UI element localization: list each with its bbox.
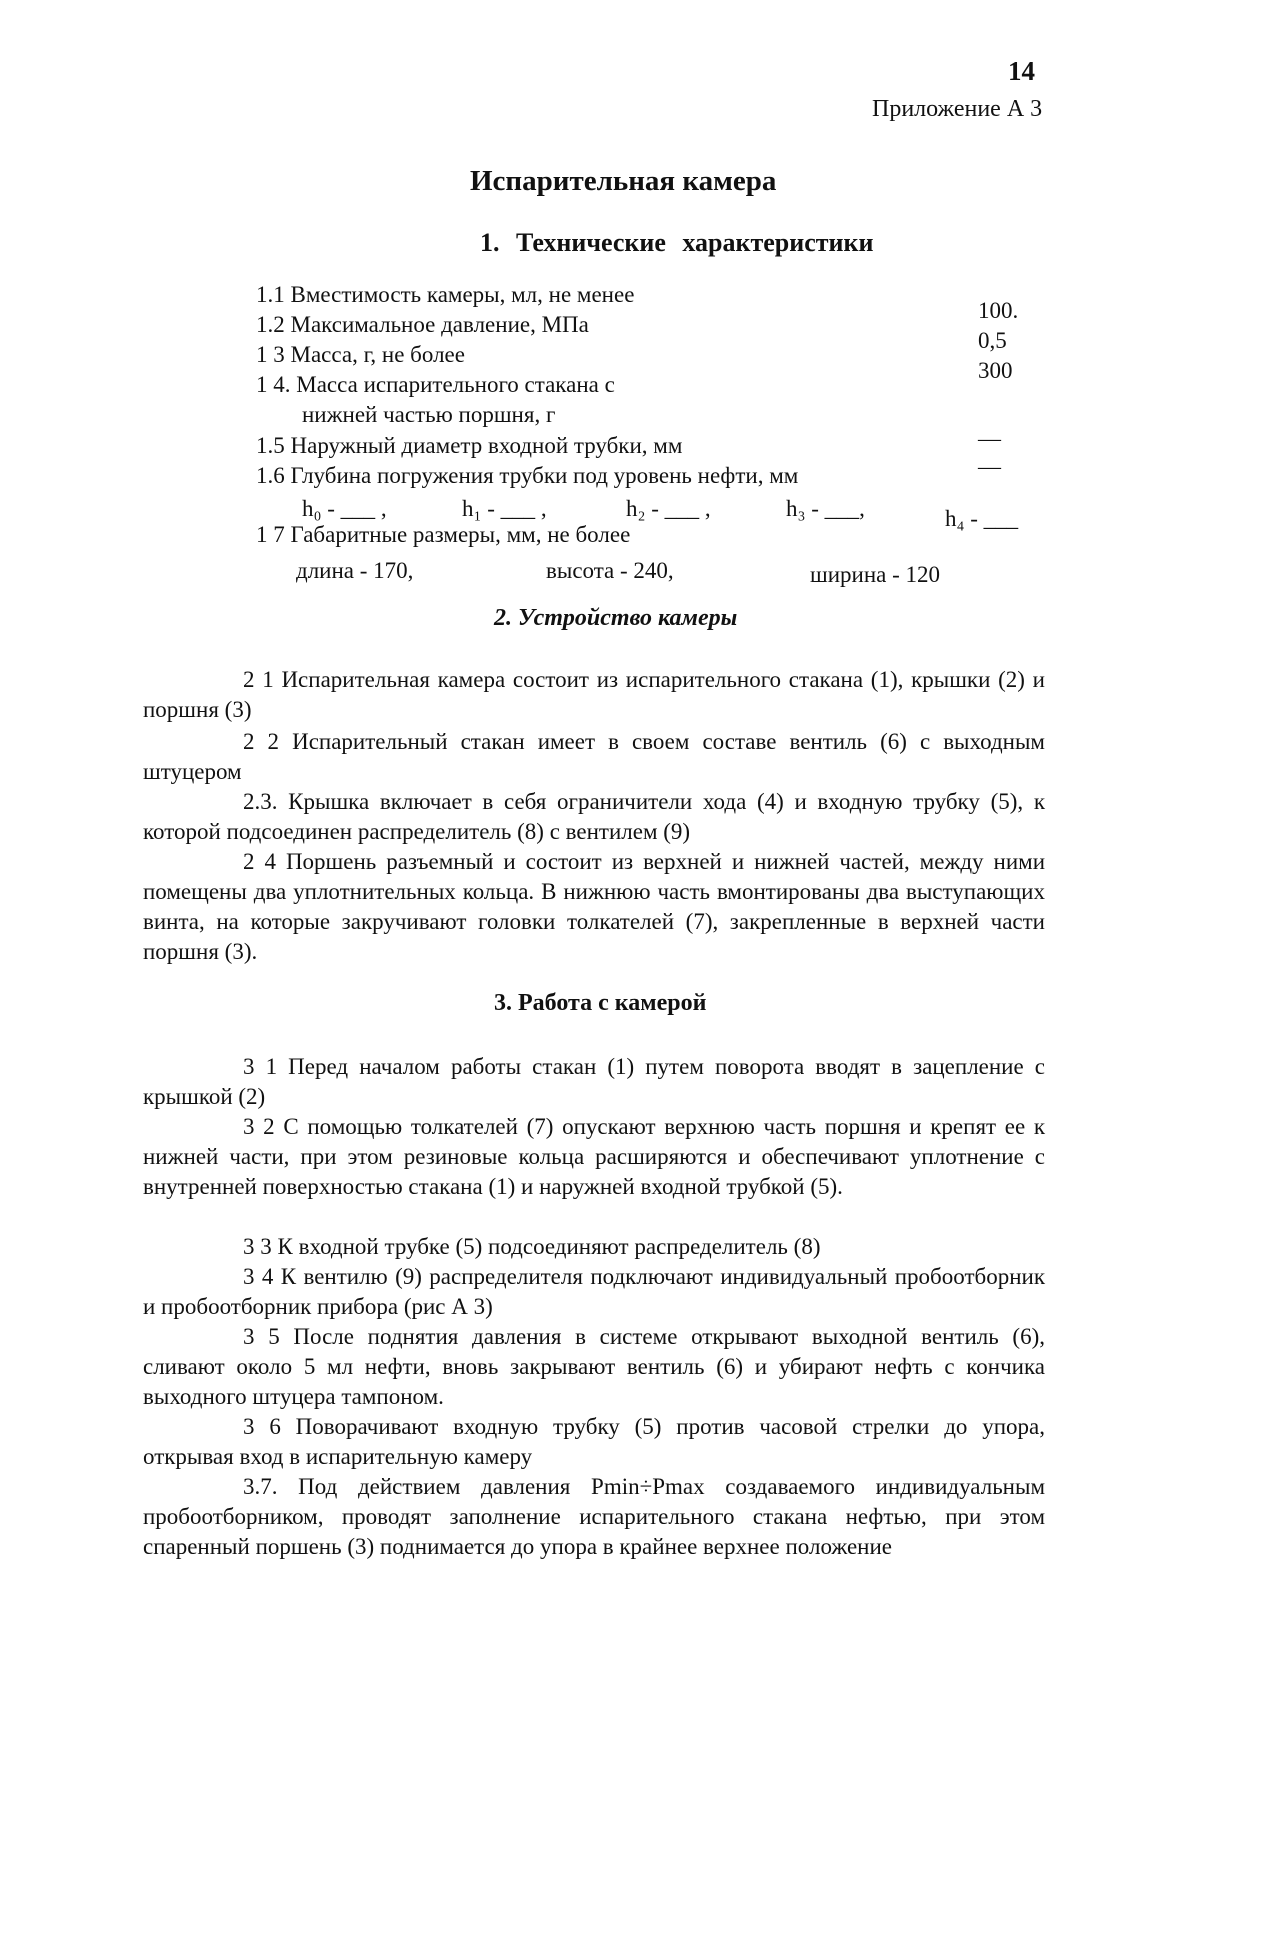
depth-h1: h₁ - ___ , bbox=[462, 496, 547, 521]
section-1-heading: 1. Технические характеристики bbox=[480, 228, 874, 257]
document-title: Испарительная камера bbox=[470, 165, 777, 197]
dim-width: ширина - 120 bbox=[810, 562, 941, 587]
depth-h0: h₀ - ___ , bbox=[302, 496, 387, 521]
spec-value: — bbox=[978, 454, 1001, 479]
spec-item: 1 4. Масса испарительного стакана с bbox=[256, 372, 615, 397]
paragraph: 3 1 Перед началом работы стакан (1) путем поворота вводят в зацепление с крышкой (2) bbox=[143, 1054, 1045, 1109]
dim-height: высота - 240, bbox=[546, 558, 674, 583]
spec-value: — bbox=[978, 426, 1001, 451]
spec-item: 1.6 Глубина погружения трубки под уровень нефти, мм bbox=[256, 463, 799, 488]
dim-length: длина - 170, bbox=[296, 558, 414, 583]
depth-h3: h₃ - ___, bbox=[786, 496, 865, 521]
page-number: 14 bbox=[1008, 56, 1035, 86]
paragraph: 3 4 К вентилю (9) распределителя подключают индивидуальный пробоотборник и пробоотборник прибора (рис А 3) bbox=[143, 1264, 1045, 1319]
depth-h2: h₂ - ___ , bbox=[626, 496, 711, 521]
paragraph: 3 3 К входной трубке (5) подсоединяют распределитель (8) bbox=[243, 1234, 821, 1259]
paragraph: 3 5 После поднятия давления в системе открывают выходной вентиль (6), сливают около 5 мл нефти, вновь закрывают вентиль (6) и убирают нефть с кончика выходного штуцера тампоном. bbox=[143, 1324, 1045, 1409]
paragraph: 2 4 Поршень разъемный и состоит из верхней и нижней частей, между ними помещены два уплотнительных кольца. В нижнюю часть вмонтированы два выступающих винта, на которые закручивают головки толкателей (7), закрепленные в верхней части поршня (3). bbox=[143, 849, 1045, 964]
paragraph: 2 1 Испарительная камера состоит из испарительного стакана (1), крышки (2) и поршня (3) bbox=[143, 667, 1045, 722]
spec-item: 1 3 Масса, г, не более bbox=[256, 342, 465, 367]
spec-item: 1.1 Вместимость камеры, мл, не менее bbox=[256, 282, 635, 307]
section-2-heading: 2. Устройство камеры bbox=[494, 605, 738, 631]
paragraph: 2 2 Испарительный стакан имеет в своем составе вентиль (6) с выходным штуцером bbox=[143, 729, 1045, 784]
spec-item: 1.2 Максимальное давление, МПа bbox=[256, 312, 589, 337]
spec-item: 1.5 Наружный диаметр входной трубки, мм bbox=[256, 433, 683, 458]
paragraph: 2.3. Крышка включает в себя ограничители хода (4) и входную трубку (5), к которой подсоединен распределитель (8) с вентилем (9) bbox=[143, 789, 1045, 844]
spec-value: 0,5 bbox=[978, 328, 1007, 353]
spec-item: 1 7 Габаритные размеры, мм, не более bbox=[256, 522, 631, 547]
paragraph: 3 6 Поворачивают входную трубку (5) против часовой стрелки до упора, открывая вход в испарительную камеру bbox=[143, 1414, 1045, 1469]
section-3-heading: 3. Работа с камерой bbox=[494, 990, 707, 1016]
depth-h4: h₄ - ___ bbox=[945, 506, 1019, 531]
paragraph: 3.7. Под действием давления Pmin÷Pmax создаваемого индивидуальным пробоотборником, проводят заполнение испарительного стакана нефтью, при этом спаренный поршень (3) поднимается до упора в крайнее верхнее положение bbox=[143, 1474, 1045, 1559]
spec-item-continuation: нижней частью поршня, г bbox=[302, 402, 556, 427]
paragraph: 3 2 С помощью толкателей (7) опускают верхнюю часть поршня и крепят ее к нижней части, при этом резиновые кольца расширяются и обеспечивают уплотнение с внутренней поверхностью стакана (1) и наружней входной трубкой (5). bbox=[143, 1114, 1045, 1199]
appendix-label: Приложение А 3 bbox=[872, 96, 1043, 122]
spec-value: 300 bbox=[978, 358, 1013, 383]
spec-value: 100. bbox=[978, 298, 1019, 323]
